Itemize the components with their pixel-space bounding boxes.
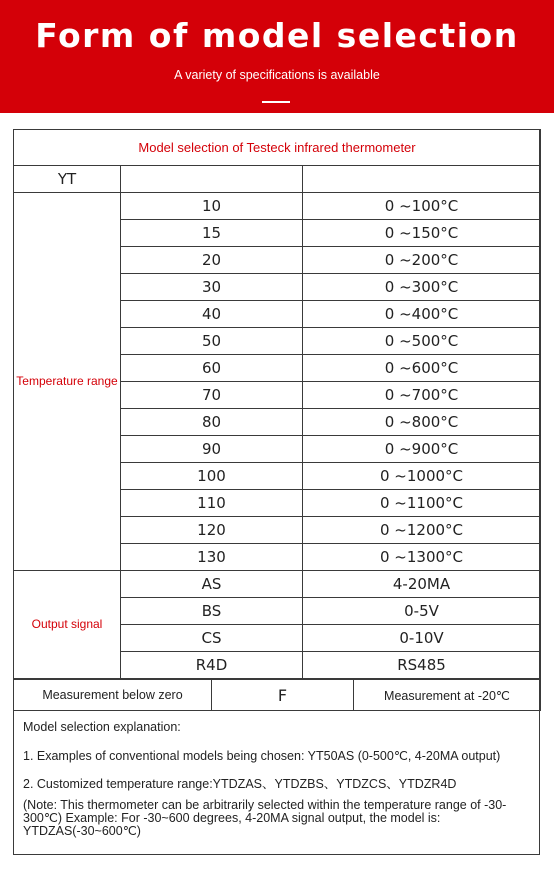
title-underline <box>262 101 290 103</box>
temperature-code-cell: 80 <box>121 409 303 436</box>
prefix-cell: YT <box>14 166 121 193</box>
temperature-code-cell: 15 <box>121 220 303 247</box>
model-selection-table <box>13 129 541 679</box>
below-zero-code: F <box>212 680 354 711</box>
explanation-note: (Note: This thermometer can be arbitrarily selected within the temperature range of -30-300℃) Example: For -30~600 degrees, 4-20MA signal output, the model is: YTDZAS(-30~600℃) <box>23 798 507 838</box>
temperature-range-cell: 0 ~1100°C <box>303 490 541 517</box>
temperature-code-cell: 110 <box>121 490 303 517</box>
output-code-cell: CS <box>121 625 303 652</box>
temperature-code-cell: 90 <box>121 436 303 463</box>
temperature-code-cell: 70 <box>121 382 303 409</box>
output-signal-cell: RS485 <box>303 652 541 679</box>
page-title: Form of model selection <box>35 16 519 55</box>
prefix-empty-cell <box>121 166 303 193</box>
temperature-range-cell: 0 ~1200°C <box>303 517 541 544</box>
table-header-row <box>14 130 541 166</box>
temperature-range-cell: 0 ~100°C <box>303 193 541 220</box>
output-code-cell: BS <box>121 598 303 625</box>
output-row <box>14 571 541 598</box>
temperature-code-cell: 130 <box>121 544 303 571</box>
header-banner <box>0 0 554 113</box>
page-subtitle: A variety of specifications is available <box>174 68 380 82</box>
below-zero-value: Measurement at -20℃ <box>354 680 541 711</box>
output-signal-cell: 0-10V <box>303 625 541 652</box>
temperature-range-cell: 0 ~1300°C <box>303 544 541 571</box>
temperature-code-cell: 30 <box>121 274 303 301</box>
temperature-code-cell: 10 <box>121 193 303 220</box>
output-signal-cell: 4-20MA <box>303 571 541 598</box>
explanation-line-2: 2. Customized temperature range:YTDZAS、YTDZBS、YTDZCS、YTDZR4D <box>23 777 457 791</box>
temperature-code-cell: 40 <box>121 301 303 328</box>
temperature-row <box>14 193 541 220</box>
temperature-code-cell: 60 <box>121 355 303 382</box>
temperature-range-cell: 0 ~300°C <box>303 274 541 301</box>
below-zero-table <box>13 679 541 711</box>
temperature-range-cell: 0 ~200°C <box>303 247 541 274</box>
temperature-range-cell: 0 ~500°C <box>303 328 541 355</box>
temperature-range-cell: 0 ~400°C <box>303 301 541 328</box>
output-label: Output signal <box>14 571 121 679</box>
prefix-empty-cell <box>303 166 541 193</box>
temperature-label: Temperature range <box>14 193 121 571</box>
temperature-code-cell: 100 <box>121 463 303 490</box>
explanation-line-1: 1. Examples of conventional models being chosen: YT50AS (0-500℃, 4-20MA output) <box>23 749 501 763</box>
prefix-row <box>14 166 541 193</box>
temperature-code-cell: 120 <box>121 517 303 544</box>
temperature-range-cell: 0 ~900°C <box>303 436 541 463</box>
temperature-range-cell: 0 ~700°C <box>303 382 541 409</box>
temperature-range-cell: 0 ~600°C <box>303 355 541 382</box>
below-zero-label: Measurement below zero <box>14 680 212 711</box>
temperature-range-cell: 0 ~800°C <box>303 409 541 436</box>
table-header: Model selection of Testeck infrared thermometer <box>14 130 541 166</box>
below-zero-row <box>14 680 541 711</box>
temperature-code-cell: 20 <box>121 247 303 274</box>
output-code-cell: R4D <box>121 652 303 679</box>
output-signal-cell: 0-5V <box>303 598 541 625</box>
output-code-cell: AS <box>121 571 303 598</box>
temperature-range-cell: 0 ~1000°C <box>303 463 541 490</box>
temperature-code-cell: 50 <box>121 328 303 355</box>
explanation-heading: Model selection explanation: <box>23 720 181 734</box>
temperature-range-cell: 0 ~150°C <box>303 220 541 247</box>
